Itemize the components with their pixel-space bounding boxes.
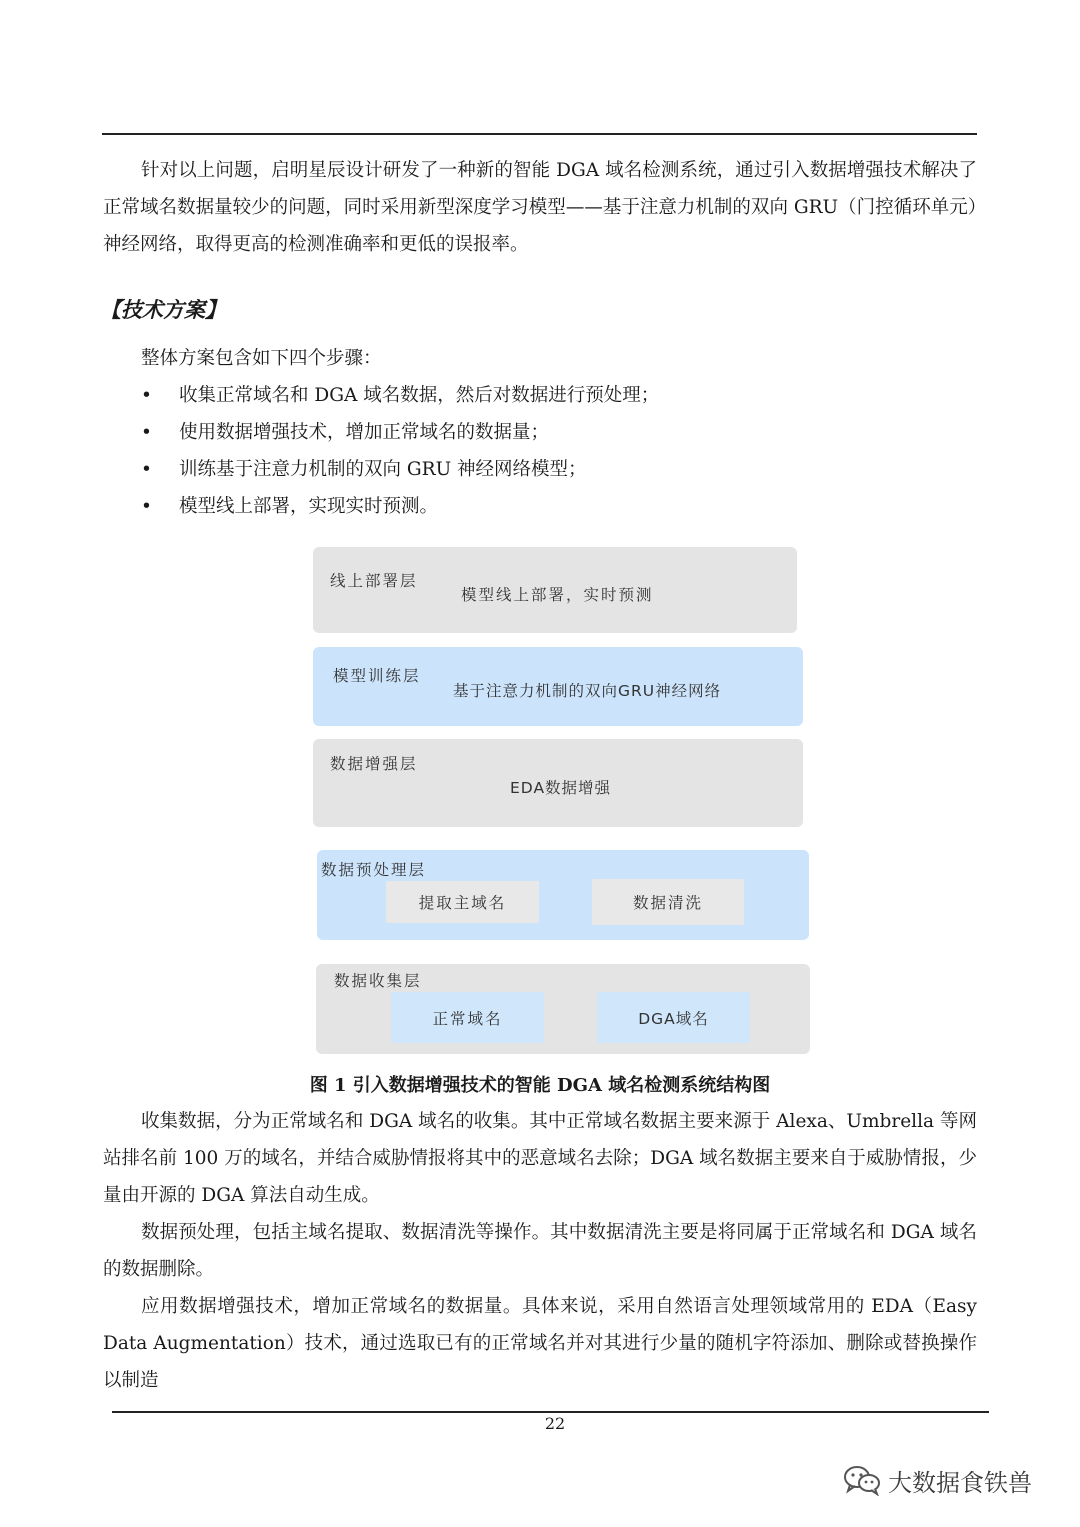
layer-training (313, 647, 803, 726)
layer-collection (316, 964, 810, 1054)
step-text: 模型线上部署，实现实时预测。 (179, 496, 439, 517)
layer-deployment (313, 547, 797, 633)
layer-desc: 基于注意力机制的双向GRU神经网络 (453, 682, 722, 700)
layer-preprocessing (317, 850, 809, 940)
bullet-icon: • (141, 459, 152, 480)
layer-name: 数据增强层 (330, 755, 418, 773)
layer-desc: EDA数据增强 (510, 779, 612, 797)
figure-caption: 图 1 引入数据增强技术的智能 DGA 域名检测系统结构图 (309, 1075, 771, 1096)
steps-list (141, 377, 659, 525)
layer-name: 模型训练层 (333, 667, 421, 685)
list-item (141, 377, 659, 414)
layer-augmentation (313, 739, 803, 827)
watermark-text: 大数据食铁兽 (888, 1468, 1032, 1497)
wechat-icon (842, 1464, 882, 1496)
section-title: 【技术方案】 (100, 297, 226, 322)
bullet-icon: • (141, 385, 152, 406)
step-text: 使用数据增强技术，增加正常域名的数据量； (179, 422, 550, 443)
bullet-icon: • (141, 422, 152, 443)
footer-rule (112, 1411, 989, 1413)
box-normal-domain: 正常域名 (391, 992, 544, 1043)
box-extract-domain: 提取主域名 (386, 881, 539, 923)
bullet-icon: • (141, 496, 152, 517)
paragraph-augmentation: 应用数据增强技术，增加正常域名的数据量。具体来说，采用自然语言处理领域常用的 EDA（Easy Data Augmentation）技术，通过选取已有的正常域名并对其进行少量的随机字符添加、删除或替换操作以制造 (103, 1296, 977, 1391)
box-dga-domain: DGA域名 (597, 992, 750, 1043)
paragraph-problem-solution: 针对以上问题，启明星辰设计研发了一种新的智能 DGA 域名检测系统，通过引入数据增强技术解决了正常域名数据量较少的问题，同时采用新型深度学习模型——基于注意力机制的双向 GRU（门控循环单元）神经网络，取得更高的检测准确率和更低的误报率。 (103, 160, 977, 255)
layer-name: 数据预处理层 (321, 861, 427, 879)
watermark (842, 1460, 1032, 1500)
page-number: 22 (544, 1414, 566, 1433)
paragraph-preprocessing: 数据预处理，包括主域名提取、数据清洗等操作。其中数据清洗主要是将同属于正常域名和 DGA 域名的数据删除。 (103, 1222, 977, 1280)
layer-name: 数据收集层 (334, 972, 422, 990)
layer-desc: 模型线上部署，实时预测 (461, 586, 654, 604)
step-text: 训练基于注意力机制的双向 GRU 神经网络模型； (179, 459, 587, 480)
paragraph-data-collection: 收集数据，分为正常域名和 DGA 域名的收集。其中正常域名数据主要来源于 Alexa、Umbrella 等网站排名前 100 万的域名，并结合威胁情报将其中的恶意域名去除；DGA 域名数据主要来自于威胁情报，少量由开源的 DGA 算法自动生成。 (103, 1111, 977, 1206)
list-item (141, 451, 659, 488)
header-rule (102, 133, 977, 135)
box-data-cleaning: 数据清洗 (592, 879, 744, 925)
list-item (141, 414, 659, 451)
list-item (141, 488, 659, 525)
steps-intro: 整体方案包含如下四个步骤： (141, 348, 382, 369)
step-text: 收集正常域名和 DGA 域名数据，然后对数据进行预处理； (179, 385, 660, 406)
layer-name: 线上部署层 (330, 572, 418, 590)
